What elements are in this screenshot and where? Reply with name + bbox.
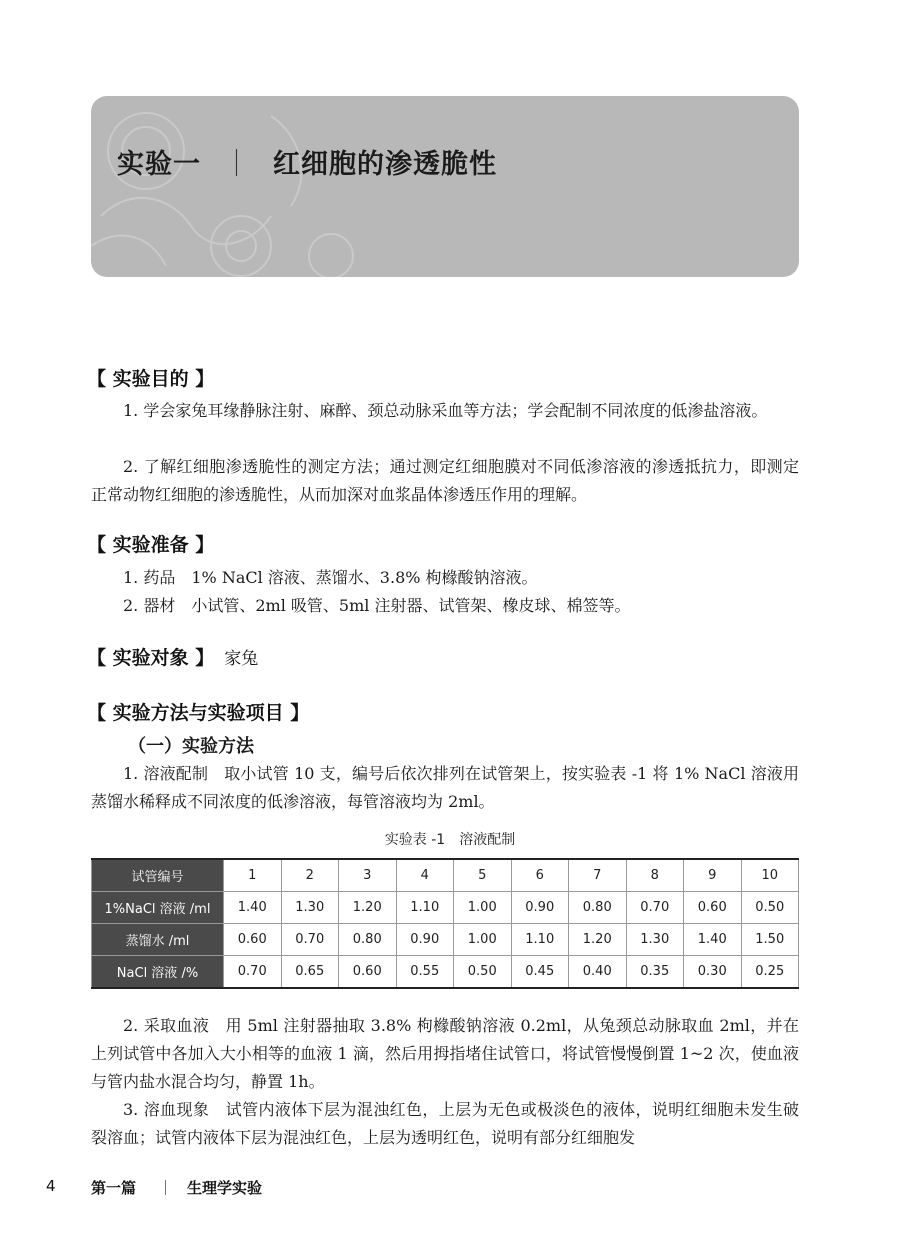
footer-title: 生理学实验 [187, 1179, 263, 1197]
table-cell: 0.80 [339, 924, 397, 956]
table-cell: 2 [281, 859, 339, 892]
table-cell: 1.20 [339, 892, 397, 924]
table-cell: 0.60 [339, 956, 397, 989]
table-cell: 0.65 [281, 956, 339, 989]
heading-purpose: 【 实验目的 】 [87, 368, 215, 390]
table-cell: 0.70 [281, 924, 339, 956]
solution-table [91, 858, 799, 989]
subheading-methods: （一）实验方法 [128, 736, 254, 757]
table-row [92, 924, 799, 956]
row-header: 1%NaCl 溶液 /ml [92, 892, 224, 924]
table-cell: 5 [454, 859, 512, 892]
table-cell: 1.40 [224, 892, 282, 924]
table-cell: 0.90 [396, 924, 454, 956]
table-cell: 1.50 [741, 924, 799, 956]
table-cell: 0.60 [224, 924, 282, 956]
table-cell: 4 [396, 859, 454, 892]
table-cell: 0.70 [224, 956, 282, 989]
chapter-banner [91, 96, 799, 277]
methods-paragraph-3: 3. 溶血现象 试管内液体下层为混浊红色，上层为无色或极淡色的液体，说明红细胞未发生破裂溶血；试管内液体下层为混浊红色，上层为透明红色，说明有部分红细胞发 [91, 1100, 799, 1147]
table-cell: 0.50 [741, 892, 799, 924]
table-cell: 1.00 [454, 892, 512, 924]
methods-paragraph-1: 1. 溶液配制 取小试管 10 支，编号后依次排列在试管架上，按实验表 -1 将 1% NaCl 溶液用蒸馏水稀释成不同浓度的低渗溶液，每管溶液均为 2ml。 [91, 764, 799, 811]
methods-paragraph-2: 2. 采取血液 用 5ml 注射器抽取 3.8% 枸橼酸钠溶液 0.2ml，从兔颈总动脉取血 2ml，并在上列试管中各加入大小相等的血液 1 滴，然后用拇指堵住试管口，将试管慢慢倒置 1~2 次，使血液与管内盐水混合均匀，静置 1h。 [91, 1016, 799, 1091]
table-cell: 1.10 [396, 892, 454, 924]
experiment-number: 实验一 [117, 149, 201, 180]
purpose-paragraph-2: 2. 了解红细胞渗透脆性的测定方法；通过测定红细胞膜对不同低渗溶液的渗透抵抗力，即测定正常动物红细胞的渗透脆性，从而加深对血浆晶体渗透压作用的理解。 [91, 457, 799, 504]
subject-heading-label: 【 实验对象 】 [87, 647, 215, 669]
table-cell: 0.40 [569, 956, 627, 989]
row-header: NaCl 溶液 /% [92, 956, 224, 989]
title-separator: ｜ [223, 149, 251, 180]
table-caption: 实验表 -1 溶液配制 [384, 832, 516, 848]
heading-methods: 【 实验方法与实验项目 】 [87, 702, 310, 724]
page-number: 4 [46, 1177, 56, 1195]
table-cell: 1.00 [454, 924, 512, 956]
table-cell: 0.60 [684, 892, 742, 924]
preparation-item-1: 1. 药品 1% NaCl 溶液、蒸馏水、3.8% 枸橼酸钠溶液。 [123, 568, 538, 587]
purpose-paragraph-1: 1. 学会家兔耳缘静脉注射、麻醉、颈总动脉采血等方法；学会配制不同浓度的低渗盐溶液。 [123, 401, 768, 420]
preparation-item-2: 2. 器材 小试管、2ml 吸管、5ml 注射器、试管架、橡皮球、棉签等。 [123, 596, 631, 615]
table-cell: 1.30 [626, 924, 684, 956]
table-cell: 1.10 [511, 924, 569, 956]
heading-subject [87, 643, 258, 670]
table-cell: 0.30 [684, 956, 742, 989]
table-cell: 0.70 [626, 892, 684, 924]
table-cell: 0.55 [396, 956, 454, 989]
table-cell: 9 [684, 859, 742, 892]
table-row [92, 892, 799, 924]
experiment-title: 红细胞的渗透脆性 [273, 149, 497, 180]
table-cell: 7 [569, 859, 627, 892]
table-cell: 1.40 [684, 924, 742, 956]
heading-preparation: 【 实验准备 】 [87, 534, 215, 556]
table-cell: 1.20 [569, 924, 627, 956]
table-cell: 6 [511, 859, 569, 892]
table-cell: 1.30 [281, 892, 339, 924]
table-cell: 3 [339, 859, 397, 892]
table-cell: 0.80 [569, 892, 627, 924]
footer-separator: ｜ [158, 1179, 174, 1197]
table-row [92, 859, 799, 892]
table-cell: 1 [224, 859, 282, 892]
decorative-pattern [91, 96, 799, 277]
row-header: 蒸馏水 /ml [92, 924, 224, 956]
table-cell: 0.35 [626, 956, 684, 989]
chapter-title [117, 142, 497, 181]
table-cell: 0.50 [454, 956, 512, 989]
subject-value: 家兔 [224, 649, 259, 669]
footer-part: 第一篇 [91, 1179, 137, 1197]
table-cell: 10 [741, 859, 799, 892]
table-cell: 0.25 [741, 956, 799, 989]
table-cell: 0.45 [511, 956, 569, 989]
table-cell: 8 [626, 859, 684, 892]
table-row [92, 956, 799, 989]
table-cell: 0.90 [511, 892, 569, 924]
row-header: 试管编号 [92, 859, 224, 892]
